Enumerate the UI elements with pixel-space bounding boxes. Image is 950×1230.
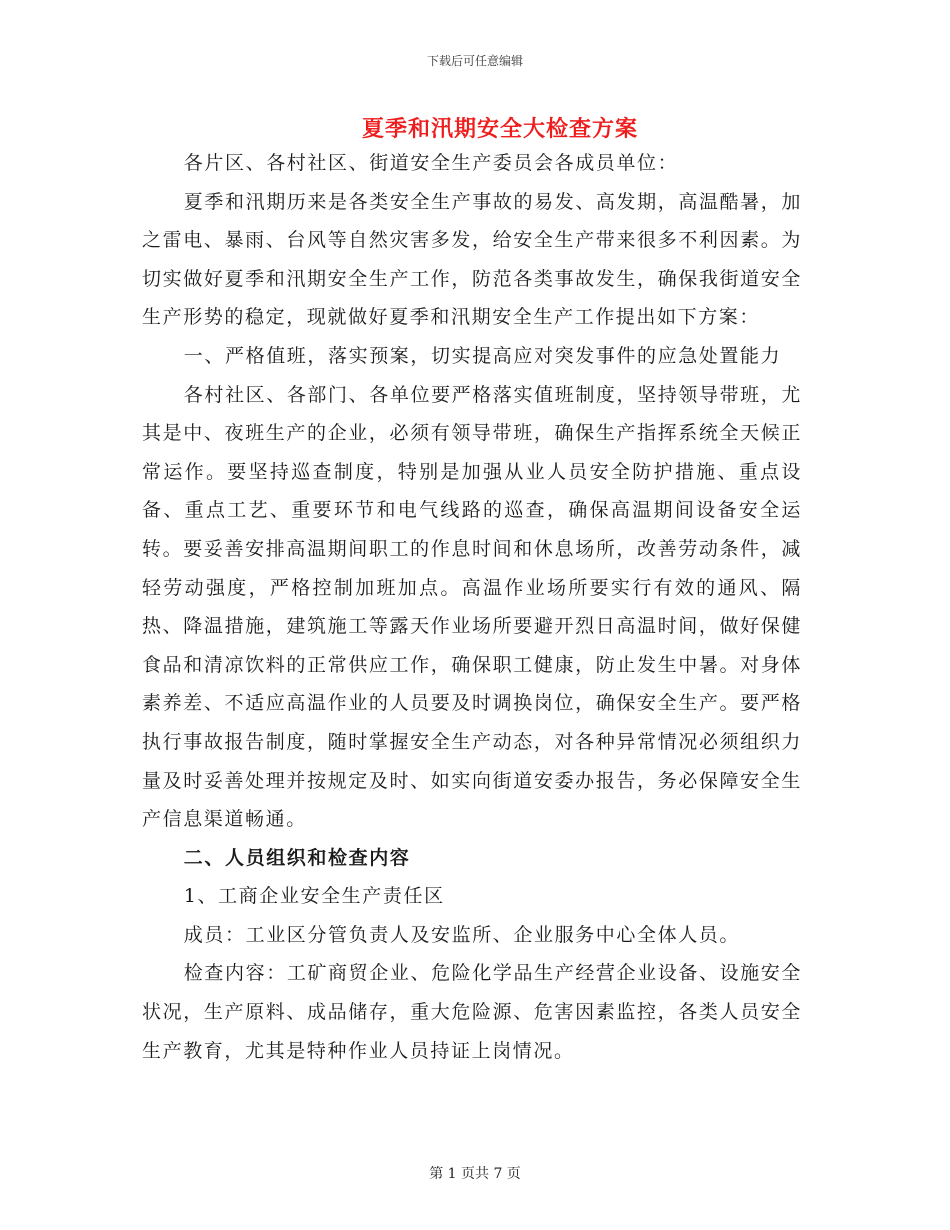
section-heading-1: 一、严格值班，落实预案，切实提高应对突发事件的应急处置能力: [183, 344, 782, 367]
document-title: 夏季和汛期安全大检查方案: [361, 116, 638, 142]
subsection-heading-1: 1、工商企业安全生产责任区: [183, 885, 445, 908]
salutation-paragraph: 各片区、各村社区、街道安全生产委员会各成员单位：: [183, 152, 679, 174]
inspection-content-paragraph: 检查内容：工矿商贸企业、危险化学品生产经营企业设备、设施安全状况，生产原料、成品储存，重大危险源、危害因素监控，各类人员安全生产教育，尤其是特种作业人员持证上岗情况。: [142, 962, 802, 1062]
section-1-paragraph: 各村社区、各部门、各单位要严格落实值班制度，坚持领导带班，尤其是中、夜班生产的企业，必须有领导带班，确保生产指挥系统全天候正常运作。要坚持巡查制度，特别是加强从业人员安全防护措施、重点设备、重点工艺、重要环节和电气线路的巡查，确保高温期间设备安全运转。要妥善安排高温期间职工的作息时间和休息场所，改善劳动条件，减轻劳动强度，严格控制加班加点。高温作业场所要实行有效的通风、隔热、降温措施，建筑施工等露天作业场所要避开烈日高温时间，做好保健食品和清凉饮料的正常供应工作，确保职工健康，防止发生中暑。对身体素养差、不适应高温作业的人员要及时调换岗位，确保安全生产。要严格执行事故报告制度，随时掌握安全生产动态，对各种异常情况必须组织力量及时妥善处理并按规定及时、如实向街道安委办报告，务必保障安全生产信息渠道畅通。: [142, 383, 802, 831]
section-heading-2: 二、人员组织和检查内容: [183, 846, 411, 869]
page-header-note: 下载后可任意编辑: [426, 54, 523, 68]
intro-paragraph: 夏季和汛期历来是各类安全生产事故的易发、高发期，高温酷暑，加之雷电、暴雨、台风等自然灾害多发，给安全生产带来很多不利因素。为切实做好夏季和汛期安全生产工作，防范各类事故发生，确保我街道安全生产形势的稳定，现就做好夏季和汛期安全生产工作提出如下方案：: [142, 190, 802, 329]
page-footer: 第 1 页共 7 页: [429, 1166, 521, 1182]
document-body: [142, 144, 802, 1070]
members-paragraph: 成员：工业区分管负责人及安监所、企业服务中心全体人员。: [183, 923, 740, 946]
